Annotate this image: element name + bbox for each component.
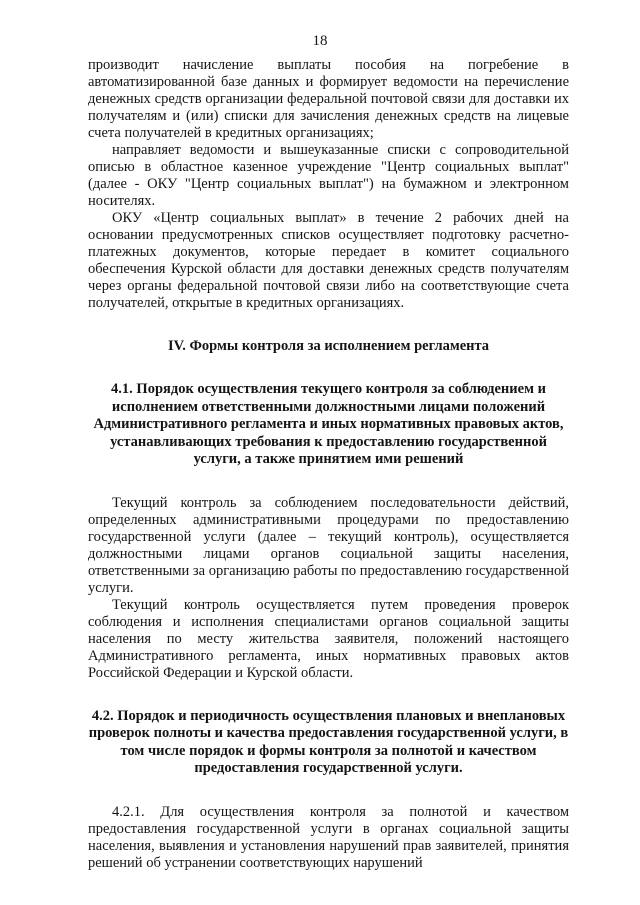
page-number: 18 (312, 33, 328, 49)
paragraph-quality-control: 4.2.1. Для осуществления контроля за полнотой и качеством предоставления государственной услуги в органах социальной защиты населения, выявления и установления нарушений прав заявителей, принятия решений об устранении соответствующих нарушений (88, 803, 569, 871)
paragraph-payment-calculation: производит начисление выплаты пособия на погребение в автоматизированной базе данных и формирует ведомости на перечисление денежных средств организации федеральной почтовой связи для доставки их получателям и (или) списки для зачисления денежных средств на лицевые счета получателей в кредитных организациях; (88, 57, 569, 141)
document-body (88, 57, 569, 872)
subsection-heading-inspections: 4.2. Порядок и периодичность осуществления плановых и внеплановых проверок полноты и качества предоставления государственной услуги, в том числе порядок и формы контроля за полнотой и качеством предоставления государственной услуги. (88, 707, 569, 776)
paragraph-statements-transfer: направляет ведомости и вышеуказанные списки с сопроводительной описью в областное казенное учреждение "Центр социальных выплат" (далее - ОКУ "Центр социальных выплат") на бумажном и электронном носителях. (88, 142, 569, 209)
section-heading-control-forms: IV. Формы контроля за исполнением регламента (167, 338, 490, 354)
paragraph-current-control-method: Текущий контроль осуществляется путем проведения проверок соблюдения и исполнения специалистами органов социальной защиты населения по месту жительства заявителя, положений настоящего Административного регламента, иных нормативных правовых актов Российской Федерации и Курской области. (88, 596, 569, 681)
paragraph-current-control-definition: Текущий контроль за соблюдением последовательности действий, определенных административными процедурами по предоставлению государственной услуги (далее – текущий контроль), осуществляется должностными лицами органов социальной защиты населения, ответственными за организацию работы по предоставлению государственной услуги. (88, 494, 569, 596)
subsection-heading-current-control: 4.1. Порядок осуществления текущего контроля за соблюдением и исполнением ответственными должностными лицами положений Административного регламента и иных нормативных правовых актов, устанавливающих требования к предоставлению государственной услуги, а также принятием ими решений (93, 381, 564, 467)
paragraph-payment-center: ОКУ «Центр социальных выплат» в течение 2 рабочих дней на основании предусмотренных списков осуществляет подготовку расчетно-платежных документов, которые передает в комитет социального обеспечения Курской области для доставки денежных средств получателям через органы федеральной почтовой связи либо на соответствующие счета получателей, открытые в кредитных организациях. (88, 210, 569, 311)
